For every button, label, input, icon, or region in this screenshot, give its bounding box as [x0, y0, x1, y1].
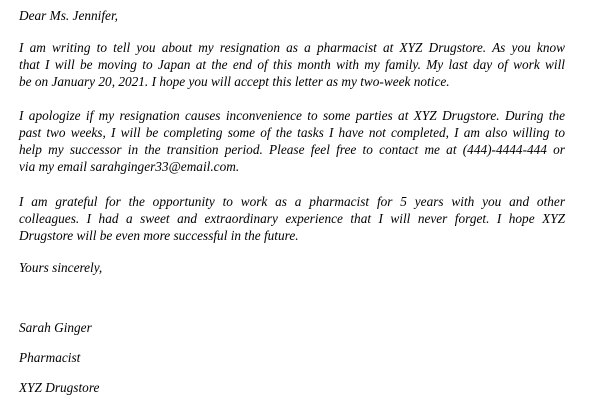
- letter-paragraph-3: [19, 193, 565, 244]
- letter-closing: Yours sincerely,: [19, 260, 103, 275]
- paragraph-line: that I will be moving to Japan at the end of this month with my family. My last day of work will: [19, 57, 565, 72]
- paragraph-line: I am grateful for the opportunity to work as a pharmacist for 5 years with you and other: [19, 194, 565, 209]
- paragraph-line: I am writing to tell you about my resignation as a pharmacist at XYZ Drugstore. As you know: [19, 40, 565, 55]
- paragraph-line: be on January 20, 2021. I hope you will accept this letter as my two-week notice.: [19, 74, 450, 89]
- signature-company: XYZ Drugstore: [19, 380, 100, 395]
- paragraph-line: past two weeks, I will be completing some of the tasks I have not completed, I am also willing to: [19, 125, 565, 140]
- signature-name: Sarah Ginger: [19, 320, 92, 335]
- letter-paragraph-1: [19, 39, 565, 90]
- paragraph-line: help my successor in the transition period. Please feel free to contact me at (444)-4444-444 or: [19, 142, 565, 157]
- letter-paragraph-2: [19, 107, 565, 175]
- paragraph-line: via my email sarahginger33@email.com.: [19, 159, 240, 174]
- paragraph-line: Drugstore will be even more successful in the future.: [19, 228, 299, 243]
- signature-title: Pharmacist: [19, 350, 81, 365]
- paragraph-line: colleagues. I had a sweet and extraordinary experience that I will never forget. I hope XYZ: [19, 211, 565, 226]
- letter-salutation: Dear Ms. Jennifer,: [19, 8, 118, 23]
- paragraph-line: I apologize if my resignation causes inconvenience to some parties at XYZ Drugstore. During the: [19, 108, 565, 123]
